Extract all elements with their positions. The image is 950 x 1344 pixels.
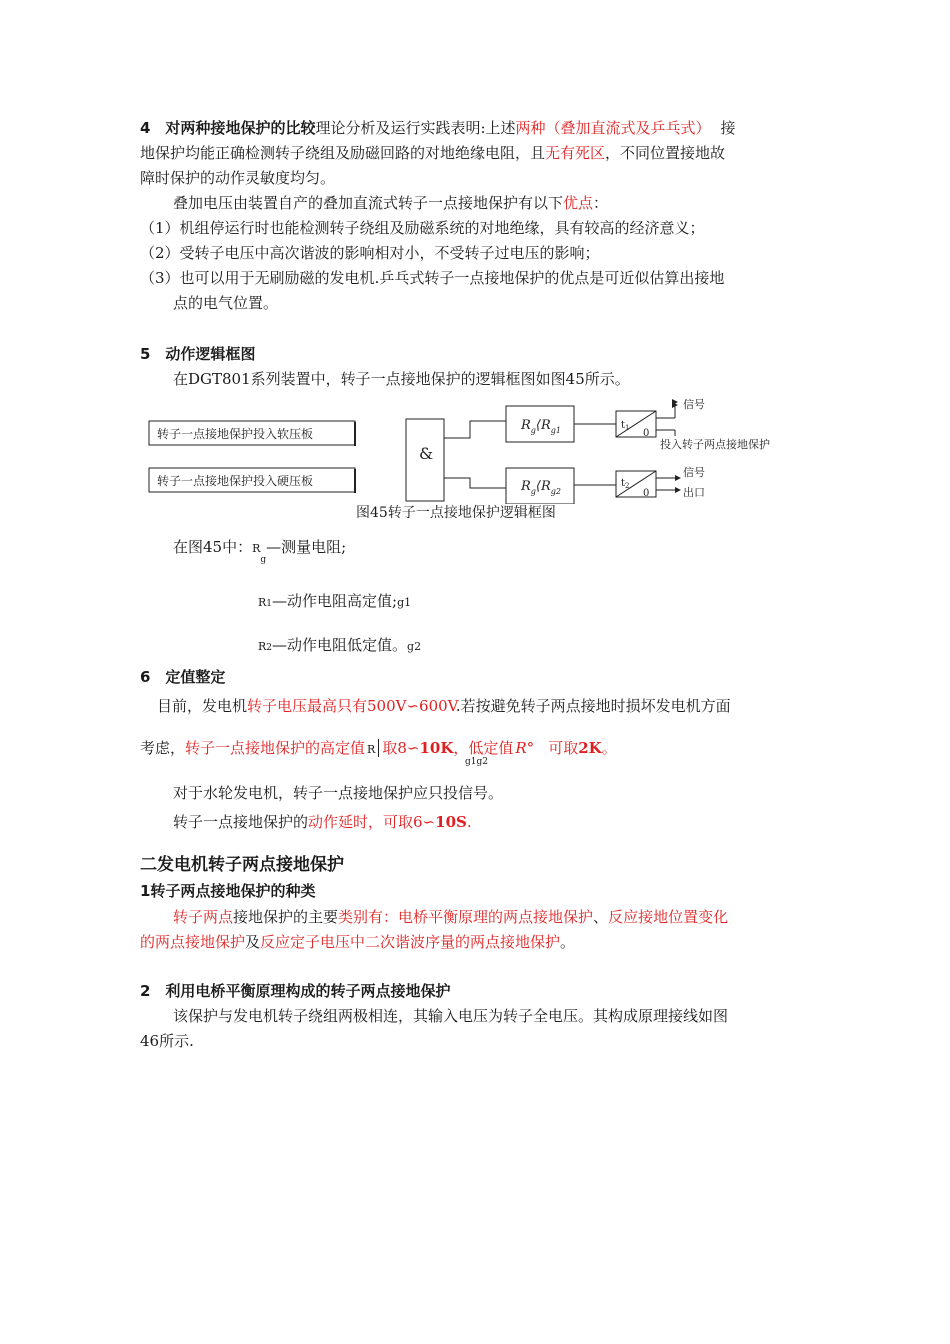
sec4-text: 地保护均能正确检测转子绕组及励磁回路的对地绝缘电阻，且 [140,144,546,162]
sec4-highlight: 优点 [563,194,594,212]
wire [444,421,506,438]
part2-text: 接地保护的主要 [233,908,339,926]
part2-s1-line1 [173,905,728,930]
def-r2-symbol: R [258,640,267,653]
sec5-intro: 在DGT801系列装置中，转子一点接地保护的逻辑框图如图45所示。 [173,370,630,388]
sec4-highlight: 无有死区 [545,144,606,162]
sec4-item2: （2）受转子电压中高次谐波的影响相对小，不受转子过电压的影响； [140,244,600,262]
def-r1-text: —动作电阻高定值; [272,592,398,610]
sec6-text: .若按避免转子两点接地时损坏发电机方面 [455,697,731,715]
def-r1-symbol: R [258,596,267,609]
sec6-highlight-bold: 2K [578,739,602,757]
sec6-text: 考虑， [140,739,186,757]
sec6-highlight: 动作延时，可取6∽ [308,813,436,831]
def-r2-text: —动作电阻低定值。 [272,636,408,654]
sec6-subscript: g1g2 [465,757,488,767]
sec5-heading: 5 动作逻辑框图 [140,345,256,363]
part2-s2-line2: 46所示. [140,1032,194,1050]
def-r2-sub: 2 [266,643,273,653]
sec6-line3: 对于水轮发电机，转子一点接地保护应只投信号。 [173,784,504,802]
timer-bottom-zero: 0 [643,488,650,499]
wire [444,478,506,488]
def-rg [173,536,347,565]
sec6-highlight: R° [515,739,535,757]
part2-title: 二发电机转子两点接地保护 [140,855,344,875]
sec4-text: ，不同位置接地故 [605,144,726,162]
part2-s1-line2 [140,930,575,955]
sec4-line1 [140,116,736,141]
def-r1-sub: 1 [266,599,273,609]
sec6-r-symbol: R [367,743,376,756]
part2-highlight: 反应接地位置变化 [608,908,729,926]
sec6-line4 [173,810,472,835]
def-rg-text: —测量电阻; [266,538,347,556]
part2-text: 、 [593,908,609,926]
input-label-soft: 转子一点接地保护投入软压板 [157,427,314,441]
def-rg-sub: g [260,555,267,565]
part2-text: 。 [560,933,576,951]
part2-text: 及 [245,933,261,951]
out-top-enable: 投入转子两点接地保护 [660,438,770,451]
out-bottom-exit: 出口 [683,486,705,499]
part2-s2-heading: 2 利用电桥平衡原理构成的转子两点接地保护 [140,982,451,1000]
part2-s1-heading: 1转子两点接地保护的种类 [140,882,316,900]
part2-highlight: 转子两点 [173,908,234,926]
comparator-bottom-label: $R_g⟨R_{g2}$ [521,479,562,496]
sec4-text: 理论分析及运行实践表明:上述 [315,119,516,137]
sec6-highlight: 转子一点接地保护的高定值 [185,739,366,757]
sec4-text: 接 [720,119,736,137]
timer-top-t: $t_1$ [621,420,630,432]
def-intro: 在图45中： [173,538,253,556]
def-rg-symbol: R [252,542,261,555]
input-label-hard: 转子一点接地保护投入硬压板 [157,474,314,488]
sec6-text: 目前，发电机 [157,697,248,715]
sec4-heading: 4 对两种接地保护的比较 [140,119,316,137]
def-r2-tail: g2 [407,640,422,653]
sec4-item3a: （3）也可以用于无刷励磁的发电机.乒乓式转子一点接地保护的优点是可近似估算出接地 [140,269,725,287]
out-bottom-signal: 信号 [683,466,705,479]
part2-highlight: 的两点接地保护 [140,933,246,951]
sec4-line3: 障时保护的动作灵敏度均匀。 [140,169,336,187]
sec6-highlight: 取8∽ [382,739,420,757]
def-r2 [258,634,421,655]
sec4-line4 [173,191,608,216]
and-symbol: & [419,444,434,463]
part2-highlight: 类别有：电桥平衡原理的两点接地保护 [338,908,594,926]
timer-bottom-t: $t_2$ [621,478,630,490]
sec6-highlight: ，低定值 [453,739,514,757]
sec4-item3b: 点的电气位置。 [173,294,279,312]
def-r1 [258,590,411,611]
diagram-caption: 图45转子一点接地保护逻辑框图 [356,505,556,521]
sec6-highlight: 可取 [548,739,579,757]
timer-top-zero: 0 [643,428,650,439]
sec4-item1: （1）机组停运行时也能检测转子绕组及励磁系统的对地绝缘，具有较高的经济意义； [140,219,705,237]
sec4-text: ： [593,194,609,212]
sec6-heading: 6 定值整定 [140,668,226,686]
sec6-line2 [140,736,617,762]
part2-highlight: 反应定子电压中二次谐波序量的两点接地保护 [260,933,561,951]
sec4-line2 [140,141,725,166]
out-top-signal: 信号 [683,398,705,411]
part2-s2-line1: 该保护与发电机转子绕组两极相连，其输入电压为转子全电压。其构成原理接线如图 [173,1007,729,1025]
sec6-highlight-bold: 10S [435,813,467,831]
sec6-line1 [157,694,731,719]
sec6-highlight: 转子电压最高只有500V∽600V [247,697,456,715]
sec6-highlight: 。 [601,739,617,757]
comparator-top-label: $R_g⟨R_{g1}$ [521,418,562,435]
sec4-highlight: 两种（叠加直流式及乒乓式） [515,119,711,137]
sec6-highlight-bold: 10K [419,739,454,757]
sec4-text: 叠加电压由装置自产的叠加直流式转子一点接地保护有以下 [173,194,564,212]
def-r1-tail: g1 [397,596,412,609]
sec6-text: 转子一点接地保护的 [173,813,309,831]
logic-diagram [140,396,820,504]
sec6-highlight: . [466,813,472,831]
